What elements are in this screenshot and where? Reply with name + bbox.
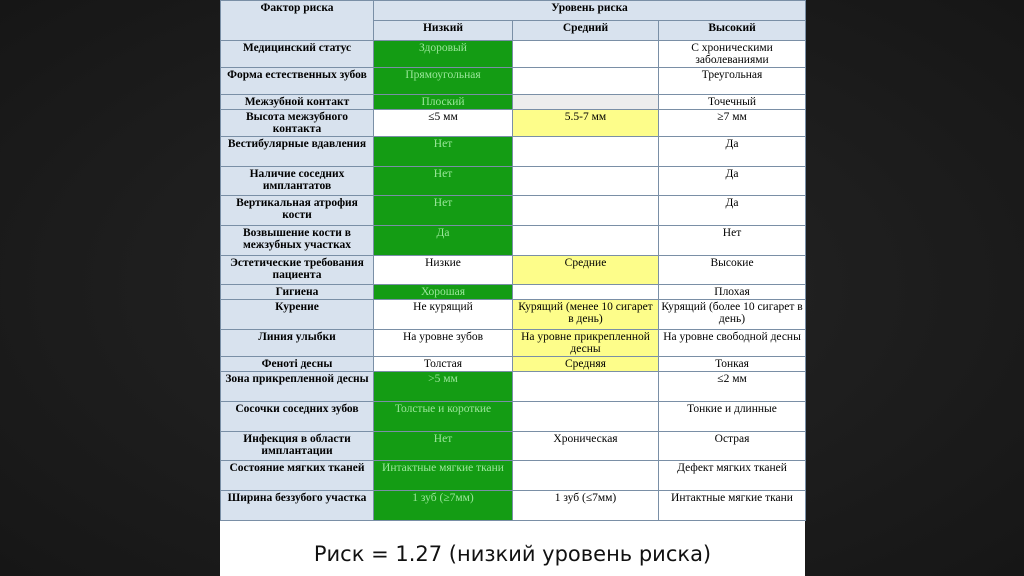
table-row	[221, 110, 806, 137]
low-risk-cell: Толстая	[374, 357, 513, 372]
factor-cell: Курение	[221, 300, 374, 330]
high-risk-cell: Тонкие и длинные	[659, 401, 806, 431]
high-risk-cell: Плохая	[659, 285, 806, 300]
high-risk-cell: Да	[659, 166, 806, 196]
high-risk-cell: Тонкая	[659, 357, 806, 372]
table-row	[221, 166, 806, 196]
medium-risk-cell	[513, 68, 659, 95]
factor-cell: Фенотi десны	[221, 357, 374, 372]
low-risk-cell: Здоровый	[374, 41, 513, 68]
medium-risk-cell	[513, 372, 659, 402]
slide	[220, 0, 805, 576]
high-risk-cell: Точечный	[659, 95, 806, 110]
factor-cell: Вестибулярные вдавления	[221, 137, 374, 167]
high-risk-cell: Курящий (более 10 сигарет в день)	[659, 300, 806, 330]
factor-cell: Вертикальная атрофия кости	[221, 196, 374, 226]
header-level: Уровень риска	[374, 1, 806, 21]
header-row-1	[221, 1, 806, 21]
table-row	[221, 461, 806, 491]
table-row	[221, 372, 806, 402]
high-risk-cell: Острая	[659, 431, 806, 461]
low-risk-cell: Нет	[374, 431, 513, 461]
factor-cell: Состояние мягких тканей	[221, 461, 374, 491]
low-risk-cell: Да	[374, 226, 513, 256]
medium-risk-cell	[513, 166, 659, 196]
medium-risk-cell	[513, 137, 659, 167]
high-risk-cell: ≥7 мм	[659, 110, 806, 137]
low-risk-cell: Плоский	[374, 95, 513, 110]
table-row	[221, 137, 806, 167]
risk-result: Риск = 1.27 (низкий уровень риска)	[313, 542, 712, 566]
medium-risk-cell	[513, 41, 659, 68]
low-risk-cell: 1 зуб (≥7мм)	[374, 490, 513, 520]
low-risk-cell: Нет	[374, 166, 513, 196]
high-risk-cell: Да	[659, 137, 806, 167]
medium-risk-cell: Курящий (менее 10 сигарет в день)	[513, 300, 659, 330]
medium-risk-cell: Средняя	[513, 357, 659, 372]
table-row	[221, 431, 806, 461]
medium-risk-cell	[513, 95, 659, 110]
header-medium: Средний	[513, 21, 659, 41]
table-row	[221, 300, 806, 330]
low-risk-cell: Низкие	[374, 255, 513, 285]
medium-risk-cell: На уровне прикрепленной десны	[513, 330, 659, 357]
medium-risk-cell: 1 зуб (≤7мм)	[513, 490, 659, 520]
medium-risk-cell: Хроническая	[513, 431, 659, 461]
table-row	[221, 285, 806, 300]
high-risk-cell: Высокие	[659, 255, 806, 285]
medium-risk-cell	[513, 226, 659, 256]
factor-cell: Эстетические требования пациента	[221, 255, 374, 285]
table-body	[221, 41, 806, 521]
low-risk-cell: Прямоугольная	[374, 68, 513, 95]
factor-cell: Форма естественных зубов	[221, 68, 374, 95]
table-row	[221, 95, 806, 110]
low-risk-cell: >5 мм	[374, 372, 513, 402]
factor-cell: Высота межзубного контакта	[221, 110, 374, 137]
factor-cell: Возвышение кости в межзубных участках	[221, 226, 374, 256]
factor-cell: Ширина беззубого участка	[221, 490, 374, 520]
header-factor: Фактор риска	[221, 1, 374, 41]
low-risk-cell: На уровне зубов	[374, 330, 513, 357]
table-row	[221, 41, 806, 68]
factor-cell: Сосочки соседних зубов	[221, 401, 374, 431]
medium-risk-cell	[513, 196, 659, 226]
table-row	[221, 401, 806, 431]
high-risk-cell: Да	[659, 196, 806, 226]
table-row	[221, 330, 806, 357]
table-row	[221, 490, 806, 520]
factor-cell: Гигиена	[221, 285, 374, 300]
factor-cell: Линия улыбки	[221, 330, 374, 357]
medium-risk-cell	[513, 401, 659, 431]
high-risk-cell: На уровне свободной десны	[659, 330, 806, 357]
table-row	[221, 357, 806, 372]
medium-risk-cell: 5.5-7 мм	[513, 110, 659, 137]
high-risk-cell: Нет	[659, 226, 806, 256]
table-row	[221, 226, 806, 256]
factor-cell: Медицинский статус	[221, 41, 374, 68]
low-risk-cell: Не курящий	[374, 300, 513, 330]
medium-risk-cell	[513, 461, 659, 491]
medium-risk-cell	[513, 285, 659, 300]
table-row	[221, 68, 806, 95]
header-low: Низкий	[374, 21, 513, 41]
factor-cell: Инфекция в области имплантации	[221, 431, 374, 461]
header-high: Высокий	[659, 21, 806, 41]
low-risk-cell: Хорошая	[374, 285, 513, 300]
high-risk-cell: ≤2 мм	[659, 372, 806, 402]
risk-table	[220, 0, 806, 521]
table-row	[221, 255, 806, 285]
low-risk-cell: Нет	[374, 196, 513, 226]
factor-cell: Наличие соседних имплантатов	[221, 166, 374, 196]
medium-risk-cell: Средние	[513, 255, 659, 285]
low-risk-cell: Нет	[374, 137, 513, 167]
high-risk-cell: Интактные мягкие ткани	[659, 490, 806, 520]
factor-cell: Межзубной контакт	[221, 95, 374, 110]
low-risk-cell: ≤5 мм	[374, 110, 513, 137]
high-risk-cell: Треугольная	[659, 68, 806, 95]
high-risk-cell: Дефект мягких тканей	[659, 461, 806, 491]
table-row	[221, 196, 806, 226]
high-risk-cell: С хроническими заболеваниями	[659, 41, 806, 68]
factor-cell: Зона прикрепленной десны	[221, 372, 374, 402]
low-risk-cell: Интактные мягкие ткани	[374, 461, 513, 491]
low-risk-cell: Толстые и короткие	[374, 401, 513, 431]
